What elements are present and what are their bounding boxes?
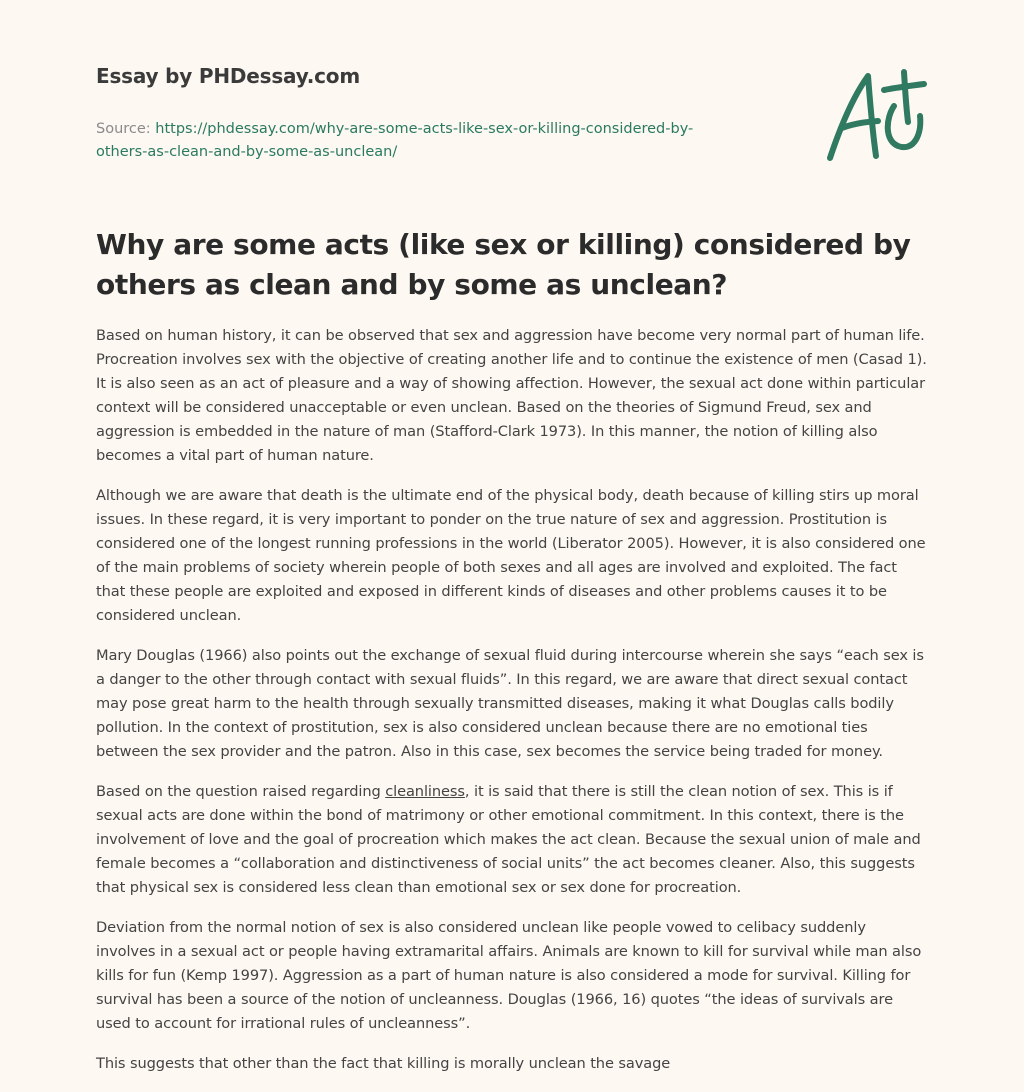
source-label: Source:: [96, 121, 151, 137]
a-plus-logo-icon: [822, 66, 930, 166]
paragraph-text: Based on the question raised regarding: [96, 783, 386, 800]
paragraph: [96, 780, 928, 900]
paragraph: Deviation from the normal notion of sex is also considered unclean like people vowed to celibacy suddenly involves in a sexual act or people having extramarital affairs. Animals are known to kill for survival while man also kills for fun (Kemp 1997). Aggression as a part of human nature is also considered a mode for survival. Killing for survival has been a source of the notion of uncleanness. Douglas (1966, 16) quotes “the ideas of survivals are used to account for irrational rules of uncleanness”.: [96, 919, 922, 1032]
paragraph: Mary Douglas (1966) also points out the exchange of sexual fluid during intercourse wherein she says “each sex is a danger to the other through contact with sexual fluids”. In this regard, we are aware that direct sexual contact may pose great harm to the health through sexually transmitted diseases, making it what Douglas calls bodily pollution. In the context of prostitution, sex is also considered unclean because there are no emotional ties between the sex provider and the patron. Also in this case, sex becomes the service being traded for money.: [96, 647, 924, 760]
source-line: [96, 118, 736, 164]
source-link-line2[interactable]: others-as-clean-and-by-some-as-unclean/: [96, 144, 398, 160]
page-header: [96, 64, 736, 164]
paragraph: Based on human history, it can be observed that sex and aggression have become very normal part of human life. Procreation involves sex with the objective of creating another life and to continue the existence of men (Casad 1). It is also seen as an act of pleasure and a way of showing affection. However, the sexual act done within particular context will be considered unacceptable or even unclean. Based on the theories of Sigmund Freud, sex and aggression is embedded in the nature of man (Stafford-Clark 1973). In this manner, the notion of killing also becomes a vital part of human nature.: [96, 327, 927, 464]
cleanliness-link[interactable]: cleanliness: [385, 783, 465, 800]
site-title: Essay by PHDessay.com: [96, 64, 360, 88]
source-link[interactable]: [96, 121, 693, 160]
essay-body: [96, 324, 928, 1092]
paragraph-text: , it is said that there is still the clean notion of sex. This is if sexual acts are done within the bond of matrimony or other emotional commitment. In this context, there is the involvement of love and the goal of procreation which makes the act clean. Because the sexual union of male and female becomes a “collaboration and distinctiveness of social units” the act becomes cleaner. Also, this suggests that physical sex is considered less clean than emotional sex or sex done for procreation.: [96, 783, 921, 896]
paragraph: Although we are aware that death is the ultimate end of the physical body, death because of killing stirs up moral issues. In these regard, it is very important to ponder on the true nature of sex and aggression. Prostitution is considered one of the longest running professions in the world (Liberator 2005). However, it is also considered one of the main problems of society wherein people of both sexes and all ages are involved and exploited. The fact that these people are exploited and exposed in different kinds of diseases and other problems causes it to be considered unclean.: [96, 487, 926, 624]
paragraph: This suggests that other than the fact that killing is morally unclean the savage: [96, 1055, 671, 1072]
essay-title: Why are some acts (like sex or killing) considered by others as clean and by some as unclean?: [96, 228, 911, 301]
source-link-line1[interactable]: https://phdessay.com/why-are-some-acts-like-sex-or-killing-considered-by-: [155, 121, 694, 137]
